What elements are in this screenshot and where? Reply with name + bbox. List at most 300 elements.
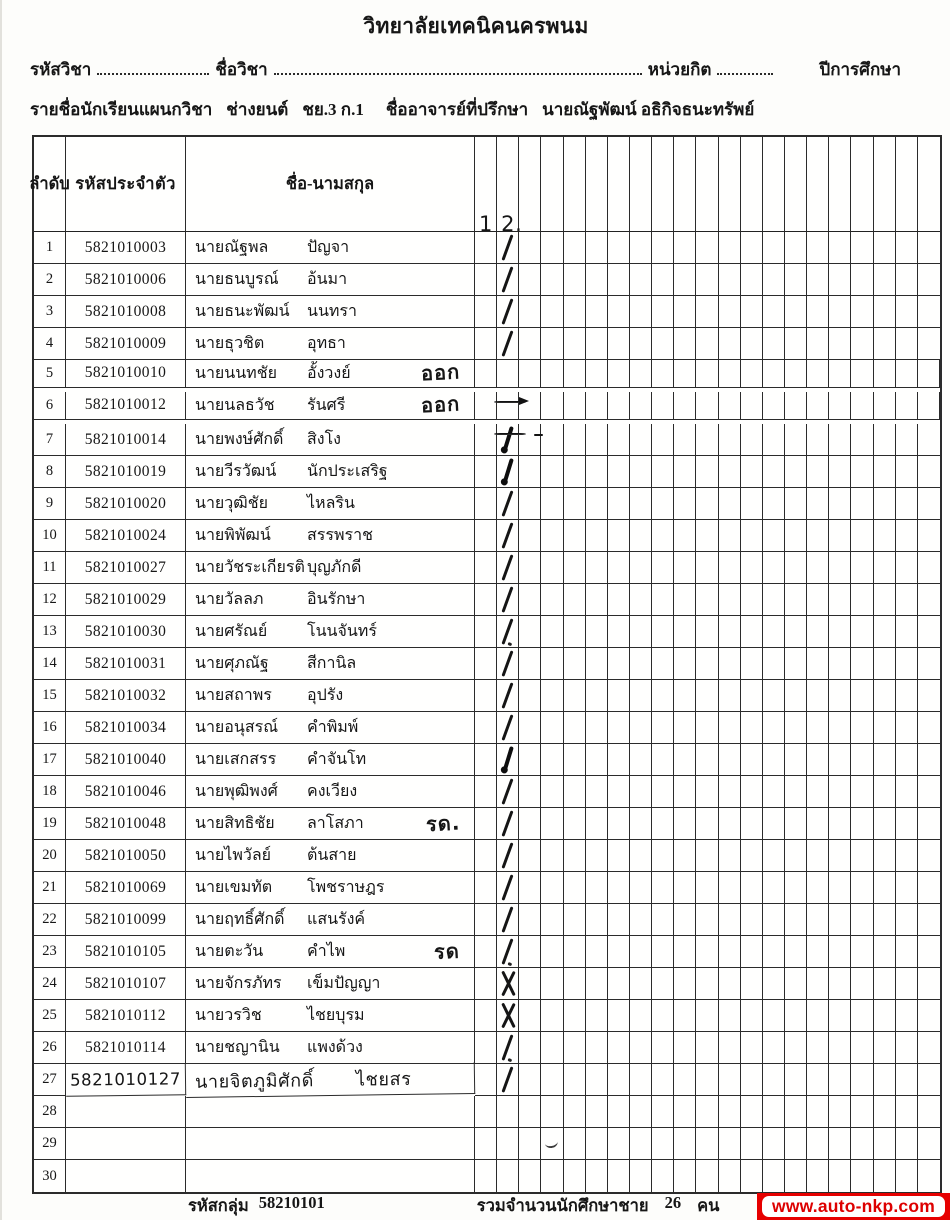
attendance-cell — [674, 904, 696, 936]
attendance-header-cell — [851, 137, 873, 232]
attendance-header-cell — [541, 137, 563, 232]
attendance-cell — [608, 264, 630, 296]
attendance-cell — [541, 840, 563, 872]
attendance-cell — [763, 968, 785, 1000]
attendance-cell — [874, 744, 896, 776]
attendance-cell — [475, 1160, 497, 1192]
attendance-cell — [719, 264, 741, 296]
attendance-cell — [674, 1128, 696, 1160]
attendance-cell — [652, 264, 674, 296]
attendance-cell — [586, 456, 608, 488]
last-name: อุปรัง — [307, 687, 344, 704]
attendance-cell — [608, 744, 630, 776]
student-name-cell — [186, 744, 475, 776]
table-row — [34, 584, 940, 616]
attendance-cell — [851, 744, 873, 776]
attendance-cell — [586, 264, 608, 296]
attendance-cell — [497, 904, 519, 936]
attendance-cell — [475, 648, 497, 680]
attendance-cell — [829, 584, 851, 616]
attendance-cell — [564, 552, 586, 584]
attendance-cell — [763, 424, 785, 456]
student-name-cell — [186, 296, 475, 328]
student-name-cell — [186, 1000, 475, 1032]
student-id — [66, 1096, 186, 1128]
attendance-cell — [719, 520, 741, 552]
attendance-cell — [741, 552, 763, 584]
attendance-cell — [874, 904, 896, 936]
first-name: นายสถาพร — [195, 687, 272, 704]
attendance-cell — [763, 936, 785, 968]
attendance-cell — [608, 776, 630, 808]
student-name-cell — [186, 456, 475, 488]
attendance-cell — [564, 648, 586, 680]
row-number: 30 — [34, 1160, 66, 1192]
attendance-cell — [652, 488, 674, 520]
attendance-cell — [918, 840, 940, 872]
attendance-cell — [918, 904, 940, 936]
attendance-cell — [564, 840, 586, 872]
attendance-cell — [719, 1000, 741, 1032]
page-title: วิทยาลัยเทคนิคนครพนม — [363, 14, 589, 38]
attendance-cell — [829, 712, 851, 744]
attendance-cell — [608, 840, 630, 872]
attendance-cell — [851, 936, 873, 968]
attendance-cell — [918, 392, 940, 420]
attendance-cell — [586, 968, 608, 1000]
attendance-cell — [541, 808, 563, 840]
row-number: 10 — [34, 520, 66, 552]
attendance-cell — [741, 456, 763, 488]
attendance-cell — [851, 1000, 873, 1032]
attendance-cell — [475, 424, 497, 456]
handwritten-note: ออก — [420, 359, 461, 386]
attendance-cell — [874, 552, 896, 584]
attendance-cell — [652, 968, 674, 1000]
attendance-cell — [586, 1064, 608, 1096]
attendance-cell — [519, 680, 541, 712]
attendance-cell — [896, 648, 918, 680]
attendance-cell — [564, 872, 586, 904]
last-name: ไชยบุรม — [307, 1007, 365, 1024]
attendance-cell — [586, 232, 608, 264]
attendance-cell — [874, 264, 896, 296]
attendance-cell — [851, 520, 873, 552]
attendance-header-cell — [763, 137, 785, 232]
attendance-cell — [519, 1000, 541, 1032]
attendance-cell — [696, 904, 718, 936]
attendance-cell — [564, 264, 586, 296]
student-id: 5821010030 — [66, 616, 186, 648]
attendance-cell — [541, 712, 563, 744]
slash-mark — [502, 778, 514, 804]
student-name-cell — [186, 904, 475, 936]
last-name: คงเวียง — [307, 783, 358, 800]
attendance-cell — [807, 776, 829, 808]
attendance-cell — [564, 936, 586, 968]
student-id: 5821010024 — [66, 520, 186, 552]
table-row — [34, 840, 940, 872]
attendance-cell — [630, 712, 652, 744]
advisor-label: ชื่ออาจารย์ที่ปรึกษา — [385, 100, 529, 119]
student-id: 5821010009 — [66, 328, 186, 360]
attendance-cell — [564, 520, 586, 552]
attendance-cell — [608, 456, 630, 488]
attendance-cell — [918, 1064, 940, 1096]
table-row — [34, 808, 940, 840]
attendance-cell — [608, 488, 630, 520]
last-name: โนนจันทร์ — [307, 623, 377, 640]
attendance-cell — [918, 808, 940, 840]
attendance-cell — [918, 712, 940, 744]
attendance-cell — [741, 1128, 763, 1160]
student-id: 5821010014 — [66, 424, 186, 456]
attendance-header-cell — [696, 137, 718, 232]
attendance-cell — [829, 936, 851, 968]
attendance-cell — [608, 328, 630, 360]
attendance-cell — [696, 776, 718, 808]
attendance-cell — [586, 616, 608, 648]
attendance-cell — [896, 1064, 918, 1096]
attendance-cell — [785, 936, 807, 968]
attendance-cell — [785, 680, 807, 712]
attendance-cell — [896, 584, 918, 616]
attendance-cell — [851, 872, 873, 904]
last-name: คำจันโท — [307, 751, 367, 768]
attendance-cell — [851, 680, 873, 712]
attendance-cell — [807, 328, 829, 360]
slash-mark — [502, 266, 514, 292]
stray-pen-mark — [545, 1138, 559, 1148]
attendance-cell — [519, 936, 541, 968]
attendance-cell — [696, 456, 718, 488]
attendance-cell — [896, 872, 918, 904]
table-row — [34, 1064, 940, 1096]
slash-mark — [502, 1066, 514, 1092]
attendance-cell — [519, 296, 541, 328]
attendance-cell — [851, 584, 873, 616]
attendance-cell — [608, 968, 630, 1000]
slash-mark — [502, 586, 514, 612]
attendance-cell — [475, 488, 497, 520]
attendance-cell — [696, 488, 718, 520]
attendance-cell — [851, 1128, 873, 1160]
attendance-cell — [896, 232, 918, 264]
attendance-cell — [763, 744, 785, 776]
attendance-cell — [586, 936, 608, 968]
first-name: นายจักรภัทร — [195, 975, 282, 992]
student-name-cell — [186, 936, 475, 968]
session-number-handwritten: 1 — [479, 212, 493, 236]
attendance-cell — [475, 776, 497, 808]
student-id: 5821010006 — [66, 264, 186, 296]
attendance-cell — [674, 744, 696, 776]
attendance-cell — [785, 1096, 807, 1128]
attendance-cell — [741, 1032, 763, 1064]
attendance-cell — [741, 712, 763, 744]
student-id: 5821010099 — [66, 904, 186, 936]
attendance-cell — [741, 968, 763, 1000]
student-name-cell — [186, 424, 475, 456]
attendance-cell — [785, 520, 807, 552]
first-name: นายธนบูรณ์ — [195, 271, 279, 288]
row-number: 12 — [34, 584, 66, 616]
attendance-cell — [741, 1064, 763, 1096]
attendance-cell — [896, 264, 918, 296]
first-name: นายนนทชัย — [195, 364, 277, 382]
attendance-cell — [652, 520, 674, 552]
attendance-cell — [719, 424, 741, 456]
attendance-cell — [497, 488, 519, 520]
attendance-cell — [497, 808, 519, 840]
attendance-cell — [807, 296, 829, 328]
attendance-cell — [564, 296, 586, 328]
attendance-cell — [851, 808, 873, 840]
attendance-cell — [696, 1064, 718, 1096]
attendance-cell — [541, 1000, 563, 1032]
attendance-cell — [918, 520, 940, 552]
attendance-cell — [719, 808, 741, 840]
attendance-header-cell — [652, 137, 674, 232]
attendance-cell — [785, 1064, 807, 1096]
attendance-cell — [674, 1096, 696, 1128]
attendance-cell — [497, 1128, 519, 1160]
attendance-cell — [608, 584, 630, 616]
attendance-cell — [630, 424, 652, 456]
table-row — [34, 552, 940, 584]
attendance-cell — [608, 392, 630, 420]
attendance-cell — [918, 232, 940, 264]
attendance-header-cell — [586, 137, 608, 232]
attendance-cell — [586, 1096, 608, 1128]
attendance-cell — [829, 392, 851, 420]
attendance-cell — [541, 1032, 563, 1064]
student-name-cell — [186, 1128, 475, 1160]
attendance-cell — [586, 808, 608, 840]
attendance-cell — [851, 1064, 873, 1096]
attendance-cell — [763, 776, 785, 808]
attendance-cell — [497, 616, 519, 648]
attendance-cell — [763, 232, 785, 264]
attendance-cell — [541, 488, 563, 520]
row-number: 15 — [34, 680, 66, 712]
attendance-cell — [564, 1096, 586, 1128]
first-name: นายศุภณัฐ — [195, 655, 269, 672]
attendance-cell — [608, 808, 630, 840]
attendance-cell — [763, 392, 785, 420]
last-name: ไหลริน — [307, 495, 355, 512]
attendance-cell — [541, 680, 563, 712]
attendance-cell — [608, 648, 630, 680]
attendance-cell — [674, 392, 696, 420]
student-name-cell — [186, 776, 475, 808]
attendance-cell — [541, 1160, 563, 1192]
attendance-cell — [497, 520, 519, 552]
attendance-cell — [807, 456, 829, 488]
row-number: 19 — [34, 808, 66, 840]
attendance-cell — [608, 1096, 630, 1128]
table-row — [34, 744, 940, 776]
attendance-cell — [807, 520, 829, 552]
attendance-cell — [874, 712, 896, 744]
male-total-value: 26 — [664, 1193, 682, 1212]
first-name: นายณัฐพล — [195, 239, 269, 256]
attendance-cell — [829, 520, 851, 552]
attendance-cell — [719, 776, 741, 808]
attendance-cell — [630, 648, 652, 680]
attendance-cell — [918, 264, 940, 296]
table-row — [34, 296, 940, 328]
student-id: 5821010105 — [66, 936, 186, 968]
slash-mark — [502, 810, 514, 836]
attendance-cell — [586, 552, 608, 584]
attendance-cell — [874, 808, 896, 840]
attendance-header-cell — [741, 137, 763, 232]
attendance-cell — [475, 328, 497, 360]
attendance-cell — [652, 1000, 674, 1032]
attendance-cell — [896, 1032, 918, 1064]
student-id: 5821010112 — [66, 1000, 186, 1032]
attendance-cell — [785, 968, 807, 1000]
attendance-cell — [851, 392, 873, 420]
row-number: 28 — [34, 1096, 66, 1128]
student-name-cell — [186, 232, 475, 264]
attendance-cell — [541, 872, 563, 904]
last-name: บุญภักดี — [307, 559, 362, 576]
attendance-cell — [519, 648, 541, 680]
student-id: 5821010008 — [66, 296, 186, 328]
attendance-cell — [630, 360, 652, 388]
student-id — [66, 1160, 186, 1192]
attendance-cell — [652, 1032, 674, 1064]
attendance-cell — [785, 392, 807, 420]
attendance-cell — [564, 328, 586, 360]
attendance-cell — [608, 424, 630, 456]
attendance-cell — [719, 328, 741, 360]
first-name: นายพงษ์ศักดิ์ — [195, 431, 284, 448]
attendance-cell — [519, 616, 541, 648]
attendance-cell — [696, 1000, 718, 1032]
first-name: นายวุฒิชัย — [195, 495, 268, 512]
table-row — [34, 520, 940, 552]
attendance-cell — [741, 424, 763, 456]
attendance-cell — [741, 584, 763, 616]
slash-mark — [502, 618, 514, 644]
attendance-cell — [497, 872, 519, 904]
row-number: 14 — [34, 648, 66, 680]
attendance-cell — [608, 520, 630, 552]
attendance-cell — [519, 1128, 541, 1160]
table-row — [34, 936, 940, 968]
attendance-cell — [696, 744, 718, 776]
attendance-cell — [630, 968, 652, 1000]
attendance-cell — [475, 1032, 497, 1064]
col-header-student-id: รหัสประจำตัว — [66, 137, 186, 232]
attendance-cell — [475, 584, 497, 616]
attendance-cell — [475, 392, 497, 420]
attendance-cell — [896, 904, 918, 936]
attendance-header-cell — [630, 137, 652, 232]
attendance-cell — [896, 712, 918, 744]
first-name: นายชญานิน — [195, 1039, 280, 1056]
attendance-cell — [807, 584, 829, 616]
attendance-header-cell — [918, 137, 940, 232]
attendance-cell — [674, 680, 696, 712]
attendance-cell — [851, 360, 873, 388]
attendance-cell — [674, 616, 696, 648]
attendance-cell — [564, 424, 586, 456]
attendance-header-cell — [785, 137, 807, 232]
student-name-cell — [186, 840, 475, 872]
attendance-cell — [719, 904, 741, 936]
row-number: 5 — [34, 360, 66, 388]
attendance-cell — [519, 808, 541, 840]
attendance-cell — [497, 968, 519, 1000]
attendance-cell — [696, 392, 718, 420]
attendance-cell — [851, 264, 873, 296]
attendance-cell — [918, 584, 940, 616]
last-name: แพงด้วง — [307, 1039, 363, 1056]
attendance-cell — [829, 264, 851, 296]
table-row — [34, 872, 940, 904]
attendance-cell — [541, 1128, 563, 1160]
first-name: นายพุฒิพงศ์ — [195, 783, 278, 800]
attendance-cell — [785, 712, 807, 744]
first-name: นายเขมทัต — [195, 879, 273, 896]
attendance-cell — [851, 424, 873, 456]
attendance-cell — [785, 808, 807, 840]
attendance-cell — [475, 1000, 497, 1032]
attendance-cell — [652, 808, 674, 840]
attendance-cell — [851, 840, 873, 872]
attendance-cell — [719, 648, 741, 680]
row-number: 24 — [34, 968, 66, 1000]
attendance-cell — [896, 936, 918, 968]
attendance-cell — [719, 232, 741, 264]
attendance-cell — [674, 232, 696, 264]
row-number: 13 — [34, 616, 66, 648]
student-name-cell — [186, 392, 475, 420]
attendance-cell — [674, 840, 696, 872]
attendance-cell — [674, 648, 696, 680]
attendance-cell — [497, 680, 519, 712]
attendance-cell — [497, 584, 519, 616]
attendance-cell — [586, 1000, 608, 1032]
attendance-cell — [652, 1096, 674, 1128]
attendance-cell — [829, 488, 851, 520]
table-row — [34, 264, 940, 296]
attendance-cell — [785, 424, 807, 456]
attendance-cell — [475, 808, 497, 840]
first-name: นายไพวัลย์ — [195, 847, 272, 864]
attendance-cell — [475, 264, 497, 296]
attendance-cell — [741, 328, 763, 360]
col-header-name: ชื่อ-นามสกุล — [186, 137, 475, 232]
attendance-cell — [674, 456, 696, 488]
attendance-cell — [719, 584, 741, 616]
attendance-cell — [519, 904, 541, 936]
attendance-cell — [564, 1000, 586, 1032]
attendance-cell — [785, 648, 807, 680]
table-row — [34, 424, 940, 456]
attendance-cell — [851, 232, 873, 264]
attendance-cell — [807, 1064, 829, 1096]
attendance-cell — [564, 712, 586, 744]
attendance-cell — [829, 648, 851, 680]
attendance-cell — [785, 616, 807, 648]
attendance-cell — [874, 936, 896, 968]
attendance-cell — [475, 1064, 497, 1096]
